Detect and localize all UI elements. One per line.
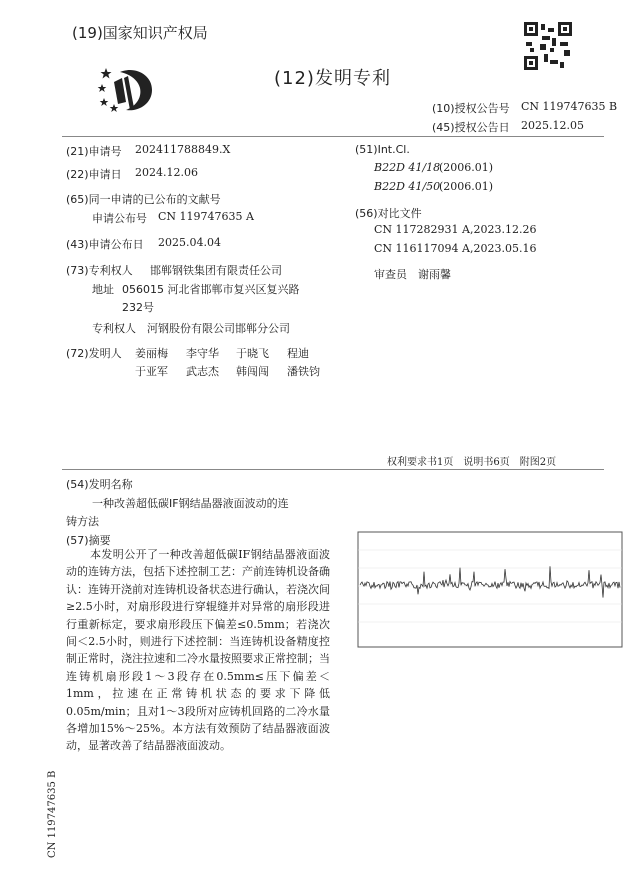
app-no: 202411788849.X [135, 143, 231, 156]
pub-date-label: (43)申请公布日 [66, 238, 144, 251]
inventor: 程迪 [287, 347, 309, 360]
intcl-label: (51)Int.Cl. [355, 143, 410, 156]
office-title: (19)国家知识产权局 [72, 24, 208, 42]
invention-name-line1: 一种改善超低碳IF钢结晶器液面波动的连 [92, 497, 289, 510]
patentee2-label: 专利权人 [92, 322, 136, 335]
address-line1: 056015 河北省邯郸市复兴区复兴路 [122, 283, 300, 296]
inventor: 韩闯闯 [236, 365, 269, 378]
reference: CN 116117094 A,2023.05.16 [374, 242, 537, 255]
qr-code [524, 22, 572, 70]
reference: CN 117282931 A,2023.12.26 [374, 223, 537, 236]
patentee: 邯郸钢铁集团有限责任公司 [150, 264, 282, 277]
pub-no: CN 119747635 A [158, 210, 254, 223]
abstract-text: 本发明公开了一种改善超低碳IF钢结晶器液面波动的连铸方法，包括下述控制工艺：产前连铸机设备确认：连铸开浇前对连铸机设备状态进行确认，若浇次间≥2.5小时，对扇形段进行穿辊缝并对异常的扇形段进行重新标定，要求扇形段压下偏差≤0.5mm；若浇次间＜2.5小时，则进行下述控制：当连铸机设备精度控制正常时，浇注拉速和二冷水量按照要求正常控制；当连铸机扇形段1～3段存在0.5mm≤压下偏差＜1mm，拉速在正常铸机状态的要求下降低0.05m/min；且对1～3段所对应铸机回路的二冷水量各增加15%～25%。本方法有效预防了结晶器液面波动，显著改善了结晶器液面波动。 [66, 548, 330, 753]
address-line2: 232号 [122, 301, 154, 314]
app-date: 2024.12.06 [135, 166, 198, 179]
inventor: 李守华 [186, 347, 219, 360]
doc-type: (12)发明专利 [274, 68, 391, 89]
patentee2: 河钢股份有限公司邯郸分公司 [147, 322, 290, 335]
cnipa-logo [96, 64, 158, 116]
address-label: 地址 [92, 283, 114, 296]
grant-no-label: (10)授权公告号 [432, 102, 510, 115]
examiner: 谢雨馨 [418, 268, 451, 281]
app-no-label: (21)申请号 [66, 145, 122, 158]
abstract-label: (57)摘要 [66, 534, 111, 547]
invention-name-label: (54)发明名称 [66, 478, 133, 491]
grant-no: CN 119747635 B [521, 100, 618, 113]
grant-date: 2025.12.05 [521, 119, 584, 132]
inventor-label: (72)发明人 [66, 347, 122, 360]
refs-label: (56)对比文件 [355, 207, 422, 220]
pages-info: 权利要求书1页 说明书6页 附图2页 [387, 457, 557, 468]
header-divider [62, 136, 604, 137]
examiner-label: 审查员 [374, 268, 407, 281]
abstract-figure [355, 530, 625, 650]
patentee-label: (73)专利权人 [66, 264, 133, 277]
prior-pub-label: (65)同一申请的已公布的文献号 [66, 193, 221, 206]
app-date-label: (22)申请日 [66, 168, 122, 181]
invention-name-line2: 铸方法 [66, 515, 99, 528]
inventor: 于亚军 [135, 365, 168, 378]
pub-no-label: 申请公布号 [92, 212, 147, 225]
intcl1-version: (2006.01) [439, 161, 494, 174]
intcl2-version: (2006.01) [439, 180, 494, 193]
intcl2: B22D 41/50 [374, 180, 441, 193]
inventor: 武志杰 [186, 365, 219, 378]
grant-date-label: (45)授权公告日 [432, 121, 510, 134]
intcl1: B22D 41/18 [374, 161, 441, 174]
inventor: 姜丽梅 [135, 347, 168, 360]
inventor: 潘铁钧 [287, 365, 320, 378]
side-publication-number: CN 119747635 B [47, 770, 58, 858]
section-divider [62, 469, 604, 470]
pub-date: 2025.04.04 [158, 236, 221, 249]
inventor: 于晓飞 [236, 347, 269, 360]
